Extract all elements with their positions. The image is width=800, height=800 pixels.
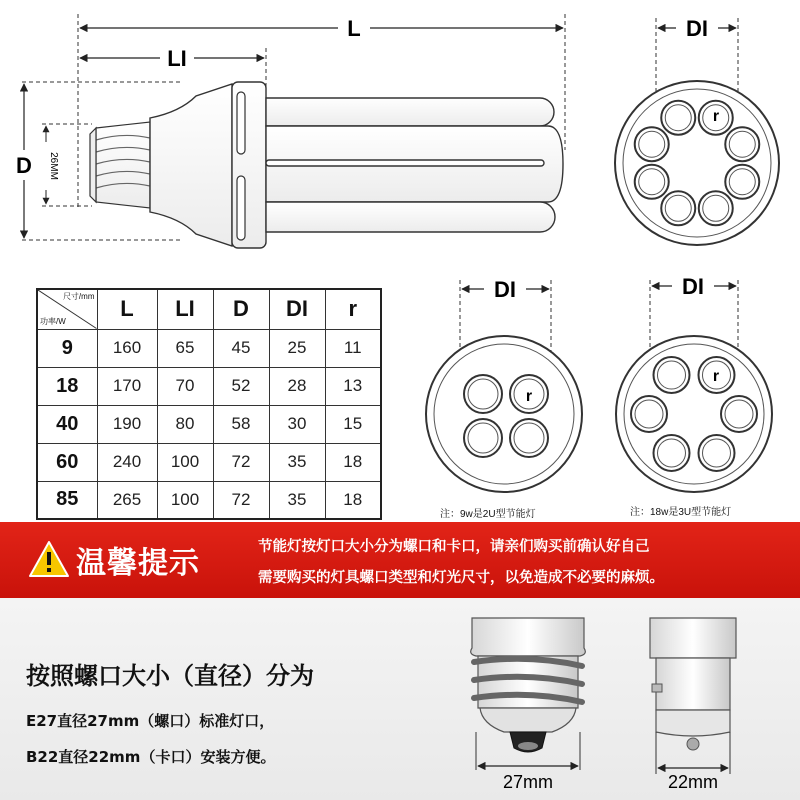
row-power: 85 bbox=[37, 481, 97, 519]
table-cell: 18 bbox=[325, 443, 381, 481]
end-view-2u bbox=[426, 277, 582, 492]
tube-cross-section bbox=[654, 435, 690, 471]
base-size-section bbox=[0, 598, 800, 800]
table-header-row bbox=[37, 289, 381, 329]
table-cell: 265 bbox=[97, 481, 157, 519]
table-cell: 240 bbox=[97, 443, 157, 481]
table-row bbox=[37, 329, 381, 367]
tube-cross-section bbox=[510, 419, 548, 457]
tube-cross-section bbox=[464, 419, 502, 457]
tube-cross-section bbox=[661, 191, 695, 225]
table-cell: 52 bbox=[213, 367, 269, 405]
lamp-collar bbox=[232, 82, 266, 248]
tube-cross-section bbox=[661, 101, 695, 135]
dimension-D bbox=[16, 84, 32, 238]
table-corner-cell bbox=[37, 289, 97, 329]
b22-description: B22直径22mm（卡口）安装方便。 bbox=[26, 748, 276, 766]
tube-cross-section bbox=[699, 191, 733, 225]
svg-text:D: D bbox=[16, 153, 32, 178]
caption-3u: 注：18w是3U型节能灯 bbox=[630, 507, 732, 518]
tube-cross-section bbox=[631, 396, 667, 432]
table-cell: 100 bbox=[157, 443, 213, 481]
svg-text:DI: DI bbox=[494, 277, 516, 302]
tube-cross-section bbox=[635, 127, 669, 161]
column-header: D bbox=[213, 289, 269, 329]
lamp-tubes bbox=[266, 98, 563, 232]
end-view-3u bbox=[616, 274, 772, 492]
table-cell: 30 bbox=[269, 405, 325, 443]
svg-text:27mm: 27mm bbox=[502, 772, 554, 792]
table-cell: 28 bbox=[269, 367, 325, 405]
table-cell: 70 bbox=[157, 367, 213, 405]
column-header: r bbox=[325, 289, 381, 329]
table-cell: 35 bbox=[269, 481, 325, 519]
table-cell: 25 bbox=[269, 329, 325, 367]
tube-cross-section bbox=[725, 127, 759, 161]
table-cell: 45 bbox=[213, 329, 269, 367]
end-view-8-tube bbox=[615, 16, 779, 245]
dimension-L bbox=[80, 16, 563, 41]
table-cell: 190 bbox=[97, 405, 157, 443]
warning-line-1: 节能灯按灯口大小分为螺口和卡口，请亲们购买前确认好自己 bbox=[258, 539, 650, 555]
table-cell: 35 bbox=[269, 443, 325, 481]
svg-text:26MM: 26MM bbox=[48, 152, 59, 180]
table-cell: 13 bbox=[325, 367, 381, 405]
e27-screw-base bbox=[471, 618, 586, 792]
row-power: 40 bbox=[37, 405, 97, 443]
row-power: 18 bbox=[37, 367, 97, 405]
column-header: L bbox=[97, 289, 157, 329]
table-cell: 72 bbox=[213, 481, 269, 519]
table-cell: 58 bbox=[213, 405, 269, 443]
table-row bbox=[37, 405, 381, 443]
base-type-diagrams bbox=[0, 598, 800, 800]
warning-banner bbox=[0, 522, 800, 598]
lamp-screw-base bbox=[90, 122, 150, 208]
table-row bbox=[37, 367, 381, 405]
warning-title: 温馨提示 bbox=[76, 546, 200, 581]
table-cell: 65 bbox=[157, 329, 213, 367]
dimension-LI bbox=[80, 46, 264, 71]
e27-description: E27直径27mm（螺口）标准灯口， bbox=[26, 712, 275, 730]
table-cell: 170 bbox=[97, 367, 157, 405]
table-row bbox=[37, 481, 381, 519]
caption-2u: 注：9w是2U型节能灯 bbox=[440, 509, 536, 520]
column-header: DI bbox=[269, 289, 325, 329]
corner-top-label: 尺寸/mm bbox=[62, 292, 95, 301]
dimension-26mm bbox=[46, 126, 59, 204]
svg-text:r: r bbox=[712, 368, 720, 385]
table-cell: 160 bbox=[97, 329, 157, 367]
svg-text:LI: LI bbox=[167, 46, 187, 71]
svg-text:DI: DI bbox=[686, 16, 708, 41]
table-cell: 100 bbox=[157, 481, 213, 519]
table-row bbox=[37, 443, 381, 481]
table-cell: 11 bbox=[325, 329, 381, 367]
tube-cross-section bbox=[635, 165, 669, 199]
svg-text:L: L bbox=[347, 16, 361, 41]
b22-bayonet-base bbox=[650, 618, 736, 792]
svg-text:22mm: 22mm bbox=[667, 772, 719, 792]
corner-bottom-label: 功率/W bbox=[40, 316, 66, 326]
row-power: 60 bbox=[37, 443, 97, 481]
row-power: 9 bbox=[37, 329, 97, 367]
tube-cross-section bbox=[464, 375, 502, 413]
spec-table bbox=[36, 288, 382, 520]
base-size-heading: 按照螺口大小（直径）分为 bbox=[26, 662, 314, 690]
tube-cross-section bbox=[725, 165, 759, 199]
svg-text:r: r bbox=[712, 108, 720, 125]
table-cell: 72 bbox=[213, 443, 269, 481]
table-cell: 18 bbox=[325, 481, 381, 519]
svg-text:r: r bbox=[525, 388, 533, 405]
warning-line-2: 需要购买的灯具螺口类型和灯光尺寸，以免造成不必要的麻烦。 bbox=[258, 570, 664, 586]
tube-cross-section bbox=[654, 357, 690, 393]
table-cell: 80 bbox=[157, 405, 213, 443]
tube-cross-section bbox=[721, 396, 757, 432]
svg-text:DI: DI bbox=[682, 274, 704, 299]
lamp-neck bbox=[150, 84, 232, 246]
column-header: LI bbox=[157, 289, 213, 329]
warning-icon bbox=[28, 540, 70, 578]
tube-cross-section bbox=[699, 435, 735, 471]
table-cell: 15 bbox=[325, 405, 381, 443]
